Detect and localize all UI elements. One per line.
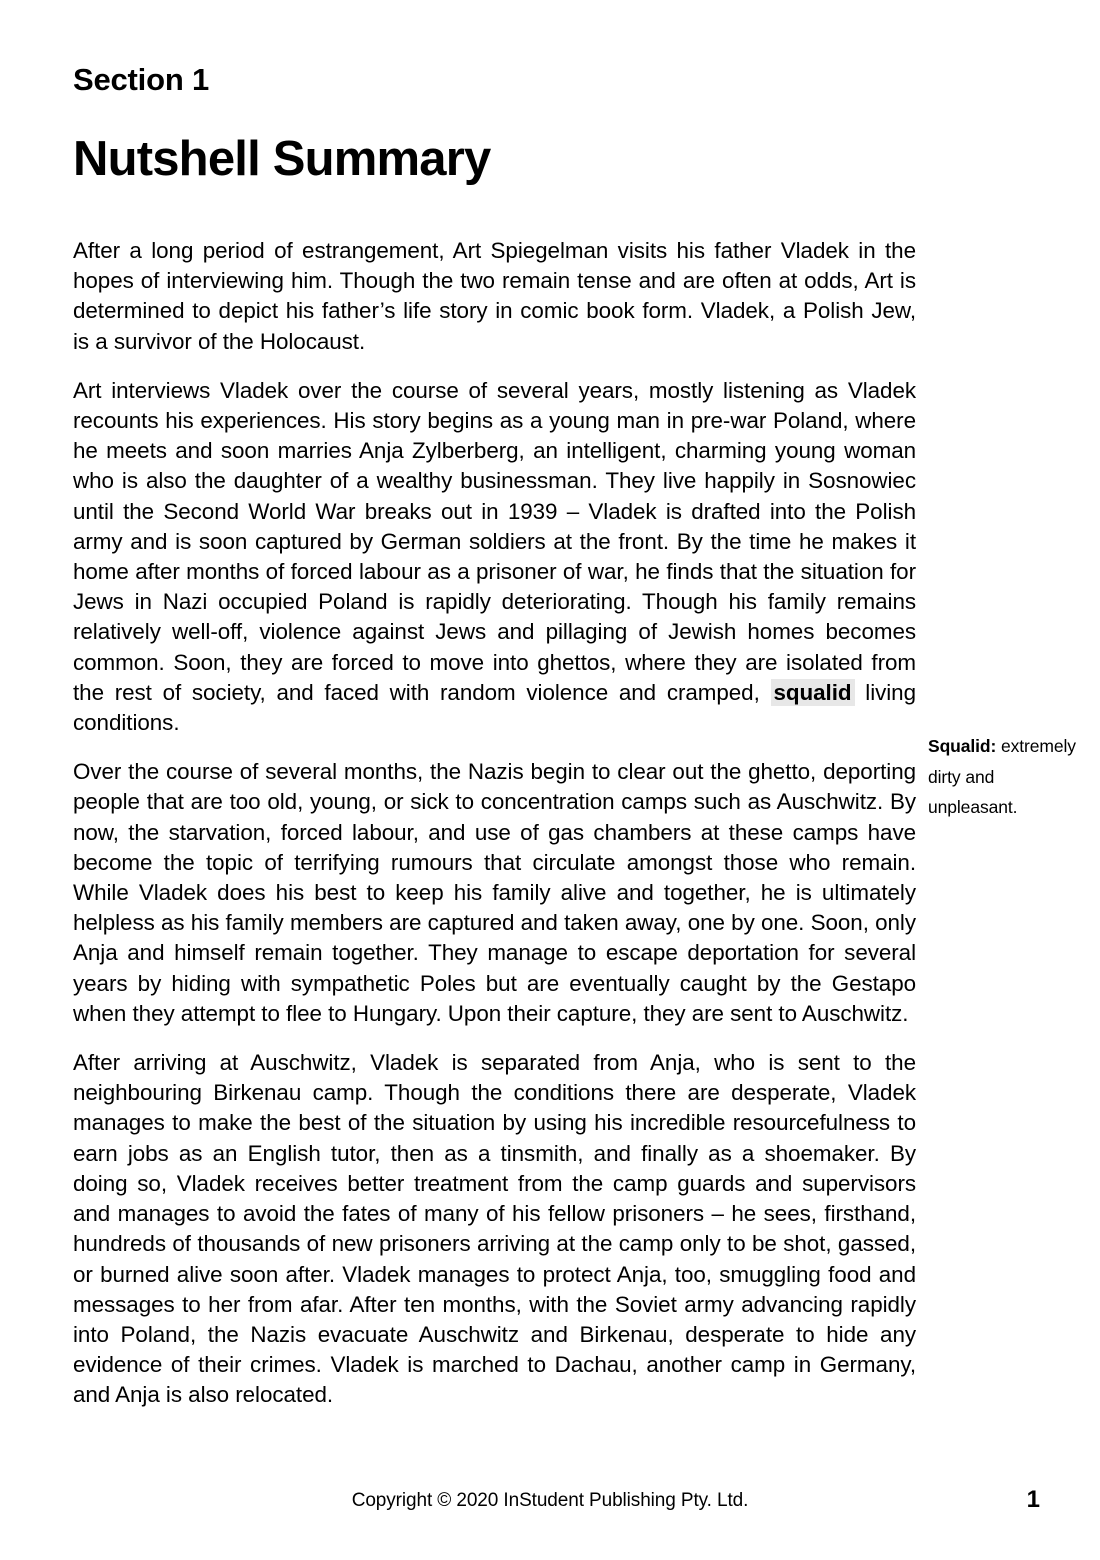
body-paragraph-2: [73, 376, 916, 738]
body-paragraph-2-tail: living conditions.: [73, 679, 916, 736]
content-column: [73, 64, 916, 1411]
highlighted-keyword-squalid: squalid: [771, 679, 855, 706]
footer-page-number: 1: [1026, 1486, 1040, 1513]
body-paragraph-3: Over the course of several months, the Nazis begin to clear out the ghetto, deporting people that are too old, young, or sick to concentration camps such as Auschwitz. By now, the starvation, forced labour, and use of gas chambers at these camps have become the topic of terrifying rumours that circulate amongst those who remain. While Vladek does his best to keep his family alive and together, he is ultimately helpless as his family members are captured and taken away, one by one. Soon, only Anja and himself remain together. They manage to escape deportation for several years by hiding with sympathetic Poles but are eventually caught by the Gestapo when they attempt to flee to Hungary. Upon their capture, they are sent to Auschwitz.: [73, 759, 916, 1026]
section-label: Section 1: [73, 62, 210, 97]
margin-gloss-squalid: [928, 731, 1078, 823]
footer-copyright: Copyright © 2020 InStudent Publishing Pty. Ltd.: [351, 1490, 749, 1511]
body-paragraph-1: After a long period of estrangement, Art Spiegelman visits his father Vladek in the hopes of interviewing him. Though the two remain tense and are often at odds, Art is determined to depict his father’s life story in comic book form. Vladek, a Polish Jew, is a survivor of the Holocaust.: [73, 238, 916, 354]
margin-gloss-definition: extremely dirty and unpleasant.: [928, 736, 1076, 817]
body-paragraph-4: After arriving at Auschwitz, Vladek is separated from Anja, who is sent to the neighbouring Birkenau camp. Though the conditions there are desperate, Vladek manages to make the best of the situation by using his incredible resourcefulness to earn jobs as an English tutor, then as a tinsmith, and finally as a shoemaker. By doing so, Vladek receives better treatment from the camp guards and supervisors and manages to avoid the fates of many of his fellow prisoners – he sees, firsthand, hundreds of thousands of new prisoners arriving at the camp only to be shot, gassed, or burned alive soon after. Vladek manages to protect Anja, too, smuggling food and messages to her from afar. After ten months, with the Soviet army advancing rapidly into Poland, the Nazis evacuate Auschwitz and Birkenau, desperate to hide any evidence of their crimes. Vladek is marched to Dachau, another camp in Germany, and Anja is also relocated.: [73, 1050, 916, 1408]
page-footer: [0, 1486, 1100, 1530]
margin-gloss-term: Squalid:: [928, 736, 997, 756]
page-title: Nutshell Summary: [73, 132, 491, 186]
body-paragraph-2-text: Art interviews Vladek over the course of several years, mostly listening as Vladek recounts his experiences. His story begins as a young man in pre-war Poland, where he meets and soon marries Anja Zylberberg, an intelligent, charming young woman who is also the daughter of a wealthy businessman. They live happily in Sosnowiec until the Second World War breaks out in 1939 – Vladek is drafted into the Polish army and is soon captured by German soldiers at the front. By the time he makes it home after months of forced labour as a prisoner of war, he finds that the situation for Jews in Nazi occupied Poland is rapidly deteriorating. Though his family remains relatively well-off, violence against Jews and pillaging of Jewish homes becomes common. Soon, they are forced to move into ghettos, where they are isolated from the rest of society, and faced with random violence and cramped,: [73, 377, 916, 705]
